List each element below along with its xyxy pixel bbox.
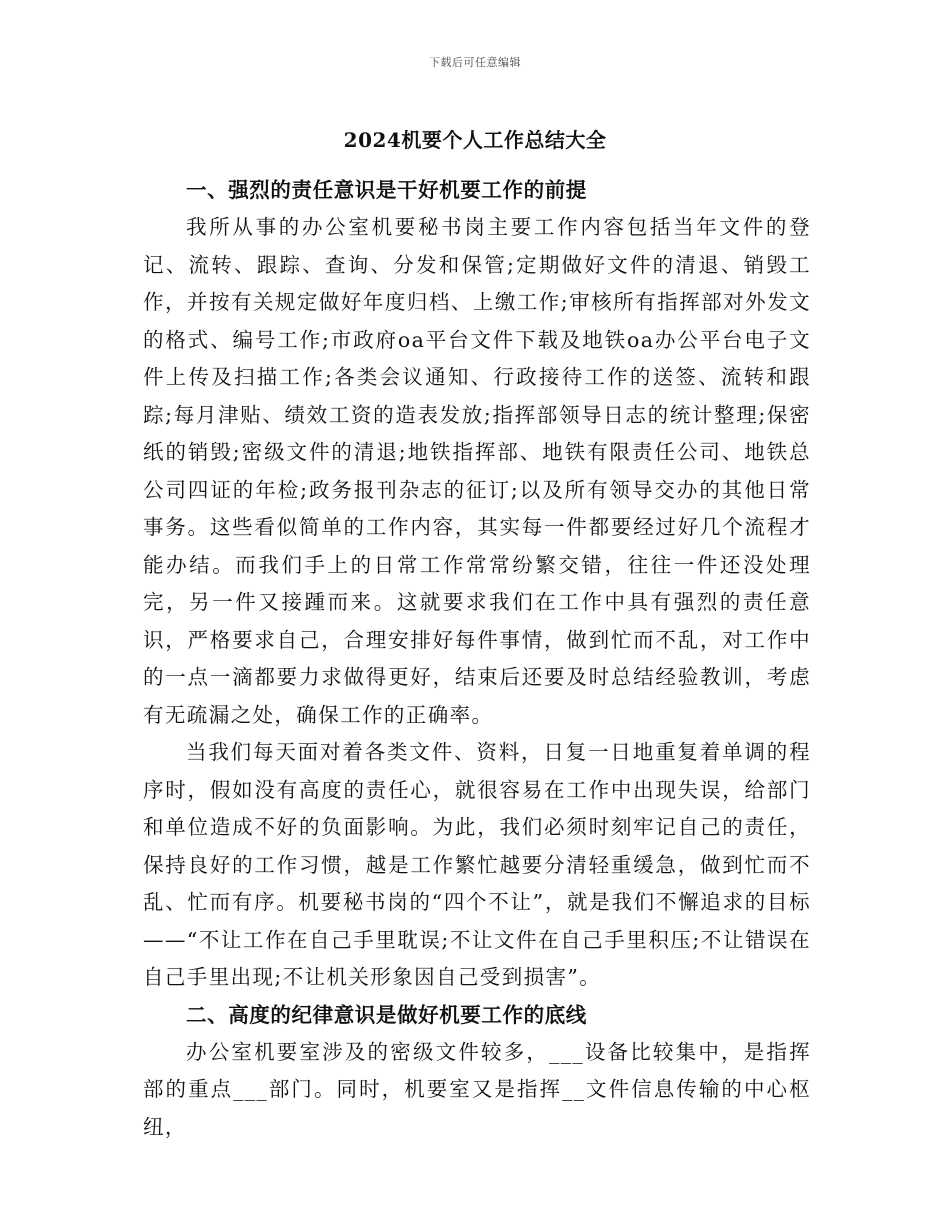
document-title: 2024机要个人工作总结大全 (343, 128, 607, 152)
section-heading-2: 二、高度的纪律意识是做好机要工作的底线 (186, 1002, 587, 1027)
section-heading-1: 一、强烈的责任意识是干好机要工作的前提 (186, 178, 587, 202)
document-body (143, 172, 811, 1146)
paragraph-2: 当我们每天面对着各类文件、资料，日复一日地重复着单调的程序时，假如没有高度的责任心，就很容易在工作中出现失误，给部门和单位造成不好的负面影响。为此，我们必须时刻牢记自己的责任，保持良好的工作习惯，越是工作繁忙越要分清轻重缓急，做到忙而不乱、忙而有序。机要秘书岗的“四个不让”，就是我们不懈追求的目标——“不让工作在自己手里耽误;不让文件在自己手里积压;不让错误在自己手里出现;不让机关形象因自己受到损害”。 (143, 740, 811, 989)
paragraph-1: 我所从事的办公室机要秘书岗主要工作内容包括当年文件的登记、流转、跟踪、查询、分发和保管;定期做好文件的清退、销毁工作，并按有关规定做好年度归档、上缴工作;审核所有指挥部对外发文的格式、编号工作;市政府oa平台文件下载及地铁oa办公平台电子文件上传及扫描工作;各类会议通知、行政接待工作的送签、流转和跟踪;每月津贴、绩效工资的造表发放;指挥部领导日志的统计整理;保密纸的销毁;密级文件的清退;地铁指挥部、地铁有限责任公司、地铁总公司四证的年检;政务报刊杂志的征订;以及所有领导交办的其他日常事务。这些看似简单的工作内容，其实每一件都要经过好几个流程才能办结。而我们手上的日常工作常常纷繁交错，往往一件还没处理完，另一件又接踵而来。这就要求我们在工作中具有强烈的责任意识，严格要求自己，合理安排好每件事情，做到忙而不乱，对工作中的一点一滴都要力求做得更好，结束后还要及时总结经验教训，考虑有无疏漏之处，确保工作的正确率。 (143, 215, 811, 727)
header-note: 下载后可任意编辑 (429, 56, 521, 69)
paragraph-3: 办公室机要室涉及的密级文件较多，___设备比较集中，是指挥部的重点___部门。同时，机要室又是指挥__文件信息传输的中心枢纽， (143, 1039, 811, 1139)
